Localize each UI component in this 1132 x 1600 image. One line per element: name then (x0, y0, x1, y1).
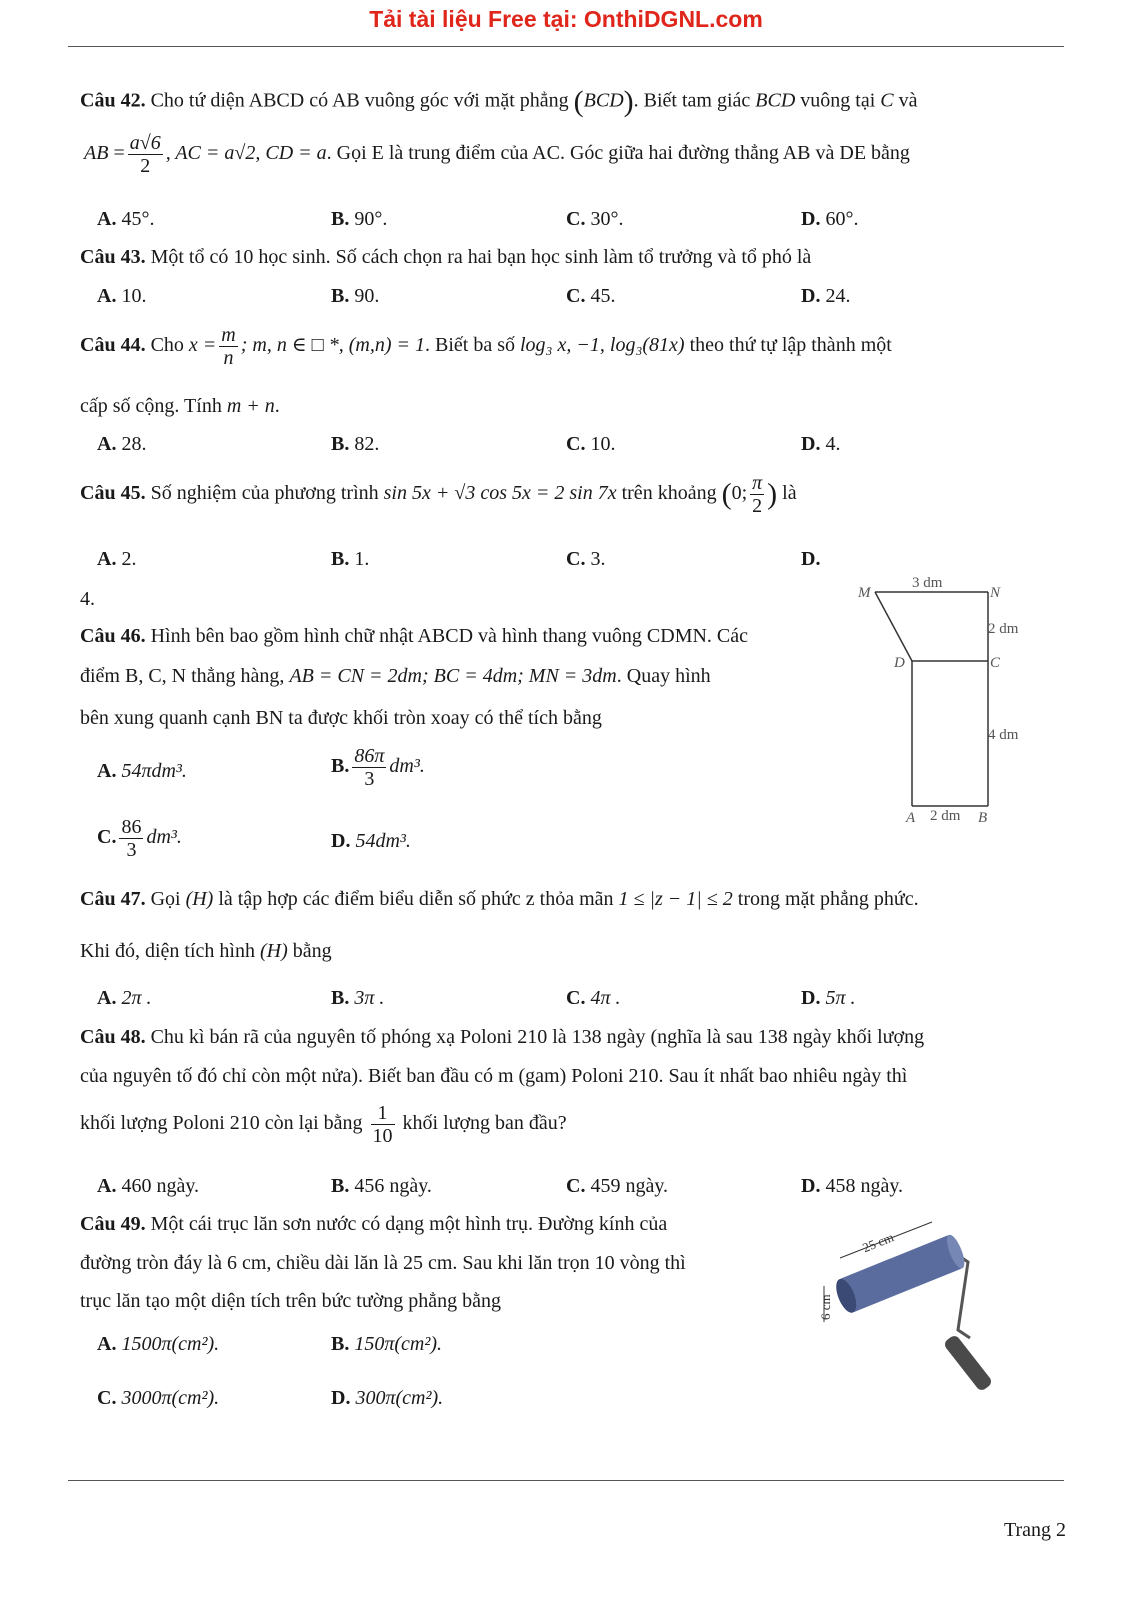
q44-line1: Câu 44. Cho x = $\frac{m}{n}$ ; m, n ∈ □ *, (m,n) = 1. Biết ba số log₃ x, −1, log₃(81x) theo thứ tự lập thành một (80, 324, 892, 369)
fig-top-length: 3 dm (912, 575, 943, 591)
q48-option-b: B. 456 ngày. (331, 1175, 432, 1197)
q46-line2: điểm B, C, N thẳng hàng, AB = CN = 2dm; BC = 4dm; MN = 3dm. Quay hình (80, 665, 711, 687)
q42-label: Câu 42. (80, 89, 146, 112)
segment-MD (875, 592, 912, 661)
q46-line1: Câu 46. Hình bên bao gồm hình chữ nhật ABCD và hình thang vuông CDMN. Các (80, 625, 749, 647)
footer-rule (68, 1480, 1064, 1481)
roller-handle (943, 1334, 994, 1393)
q47-option-d: D. 5π . (801, 987, 856, 1009)
q47-line1: Câu 47. Gọi (H) là tập hợp các điểm biểu diễn số phức z thỏa mãn 1 ≤ |z − 1| ≤ 2 trong mặt phẳng phức. (80, 888, 919, 910)
q46-option-d: D. 54dm³. (331, 830, 411, 852)
q43-option-b: B. 90. (331, 285, 380, 307)
q49-option-b: B. 150π(cm²). (331, 1333, 442, 1355)
page-header: Tải tài liệu Free tại: OnthiDGNL.com (369, 6, 763, 32)
q44-option-a: A. 28. (97, 433, 147, 455)
paint-roller-icon (800, 1210, 1040, 1400)
fig-label-B: B (978, 810, 988, 826)
q42-line1: Câu 42. Cho tứ diện ABCD có AB vuông góc với mặt phẳng (BCD). Biết tam giác BCD vuông tại C và (80, 85, 918, 118)
q48-option-a: A. 460 ngày. (97, 1175, 200, 1197)
q44-option-c: C. 10. (566, 433, 616, 455)
q43-option-a: A. 10. (97, 285, 147, 307)
q43-line: Câu 43. Một tổ có 10 học sinh. Số cách chọn ra hai bạn học sinh làm tổ trưởng và tổ phó là (80, 246, 812, 268)
fig-label-N: N (990, 585, 1001, 601)
q42-line2: AB = $\frac{a√6}{2}$ , AC = a√2, CD = a. Gọi E là trung điểm của AC. Góc giữa hai đường thẳng AB và DE bằng (84, 132, 910, 177)
q47-option-c: C. 4π . (566, 987, 621, 1009)
fig-label-M: M (858, 585, 871, 601)
q45-option-d-value: 4. (80, 588, 95, 610)
q49-option-a: A. 1500π(cm²). (97, 1333, 220, 1355)
q49-option-c: C. 3000π(cm²). (97, 1387, 220, 1409)
q49-line1: Câu 49. Một cái trục lăn sơn nước có dạng một hình trụ. Đường kính của (80, 1213, 668, 1235)
q42-option-a: A. 45°. (97, 208, 155, 230)
q45-option-d: D. (801, 548, 821, 570)
fig-side-top-length: 2 dm (988, 621, 1019, 637)
q49-line3: trục lăn tạo một diện tích trên bức tường phẳng bằng (80, 1290, 502, 1312)
q46-figure (850, 570, 1040, 830)
roller-diameter-label: 6 cm (818, 1294, 833, 1320)
fig-side-mid-length: 4 dm (988, 727, 1019, 743)
q48-option-c: C. 459 ngày. (566, 1175, 669, 1197)
q47-line2: Khi đó, diện tích hình (H) bằng (80, 940, 332, 962)
q42-option-d: D. 60°. (801, 208, 859, 230)
q48-line2: của nguyên tố đó chỉ còn một nửa). Biết ban đầu có m (gam) Poloni 210. Sau ít nhất bao nhiêu ngày thì (80, 1065, 908, 1087)
fig-label-D: D (894, 655, 905, 671)
q46-option-c: C. $\frac{86}{3}$ dm³. (97, 816, 182, 861)
q47-option-b: B. 3π . (331, 987, 385, 1009)
q42-ab-fraction: $\frac{a√6}{2}$ (129, 132, 161, 177)
page-number: Trang 2 (1003, 1519, 1066, 1541)
q48-line1: Câu 48. Chu kì bán rã của nguyên tố phóng xạ Poloni 210 là 138 ngày (nghĩa là sau 138 ngày khối lượng (80, 1026, 925, 1048)
q46-option-a: A. 54πdm³. (97, 760, 187, 782)
q44-option-b: B. 82. (331, 433, 380, 455)
roller-cylinder (838, 1234, 965, 1313)
fig-label-A: A (906, 810, 916, 826)
q42-option-c: C. 30°. (566, 208, 624, 230)
q44-option-d: D. 4. (801, 433, 841, 455)
q44-line2: cấp số cộng. Tính m + n. (80, 395, 280, 417)
q45-option-b: B. 1. (331, 548, 370, 570)
q49-option-d: D. 300π(cm²). (331, 1387, 444, 1409)
roller-length-label: 25 cm (860, 1229, 896, 1256)
fig-label-C: C (990, 655, 1001, 671)
q46-option-b: B. $\frac{86\pi}{3}$ dm³. (331, 745, 425, 790)
fig-bottom-length: 2 dm (930, 808, 961, 824)
q46-line3: bên xung quanh cạnh BN ta được khối tròn xoay có thể tích bằng (80, 707, 602, 729)
q43-option-d: D. 24. (801, 285, 851, 307)
q48-line3: khối lượng Poloni 210 còn lại bằng $\frac{1}{10}$ khối lượng ban đầu? (80, 1102, 567, 1147)
q45-line: Câu 45. Số nghiệm của phương trình sin 5x + √3 cos 5x = 2 sin 7x trên khoảng (0; $\frac{\pi}{2}$ ) là (80, 472, 797, 517)
header-rule (68, 46, 1064, 47)
q43-option-c: C. 45. (566, 285, 616, 307)
q49-line2: đường tròn đáy là 6 cm, chiều dài lăn là 25 cm. Sau khi lăn trọn 10 vòng thì (80, 1252, 686, 1274)
q47-option-a: A. 2π . (97, 987, 152, 1009)
q48-option-d: D. 458 ngày. (801, 1175, 904, 1197)
q42-option-b: B. 90°. (331, 208, 388, 230)
q45-option-a: A. 2. (97, 548, 137, 570)
q45-option-c: C. 3. (566, 548, 606, 570)
